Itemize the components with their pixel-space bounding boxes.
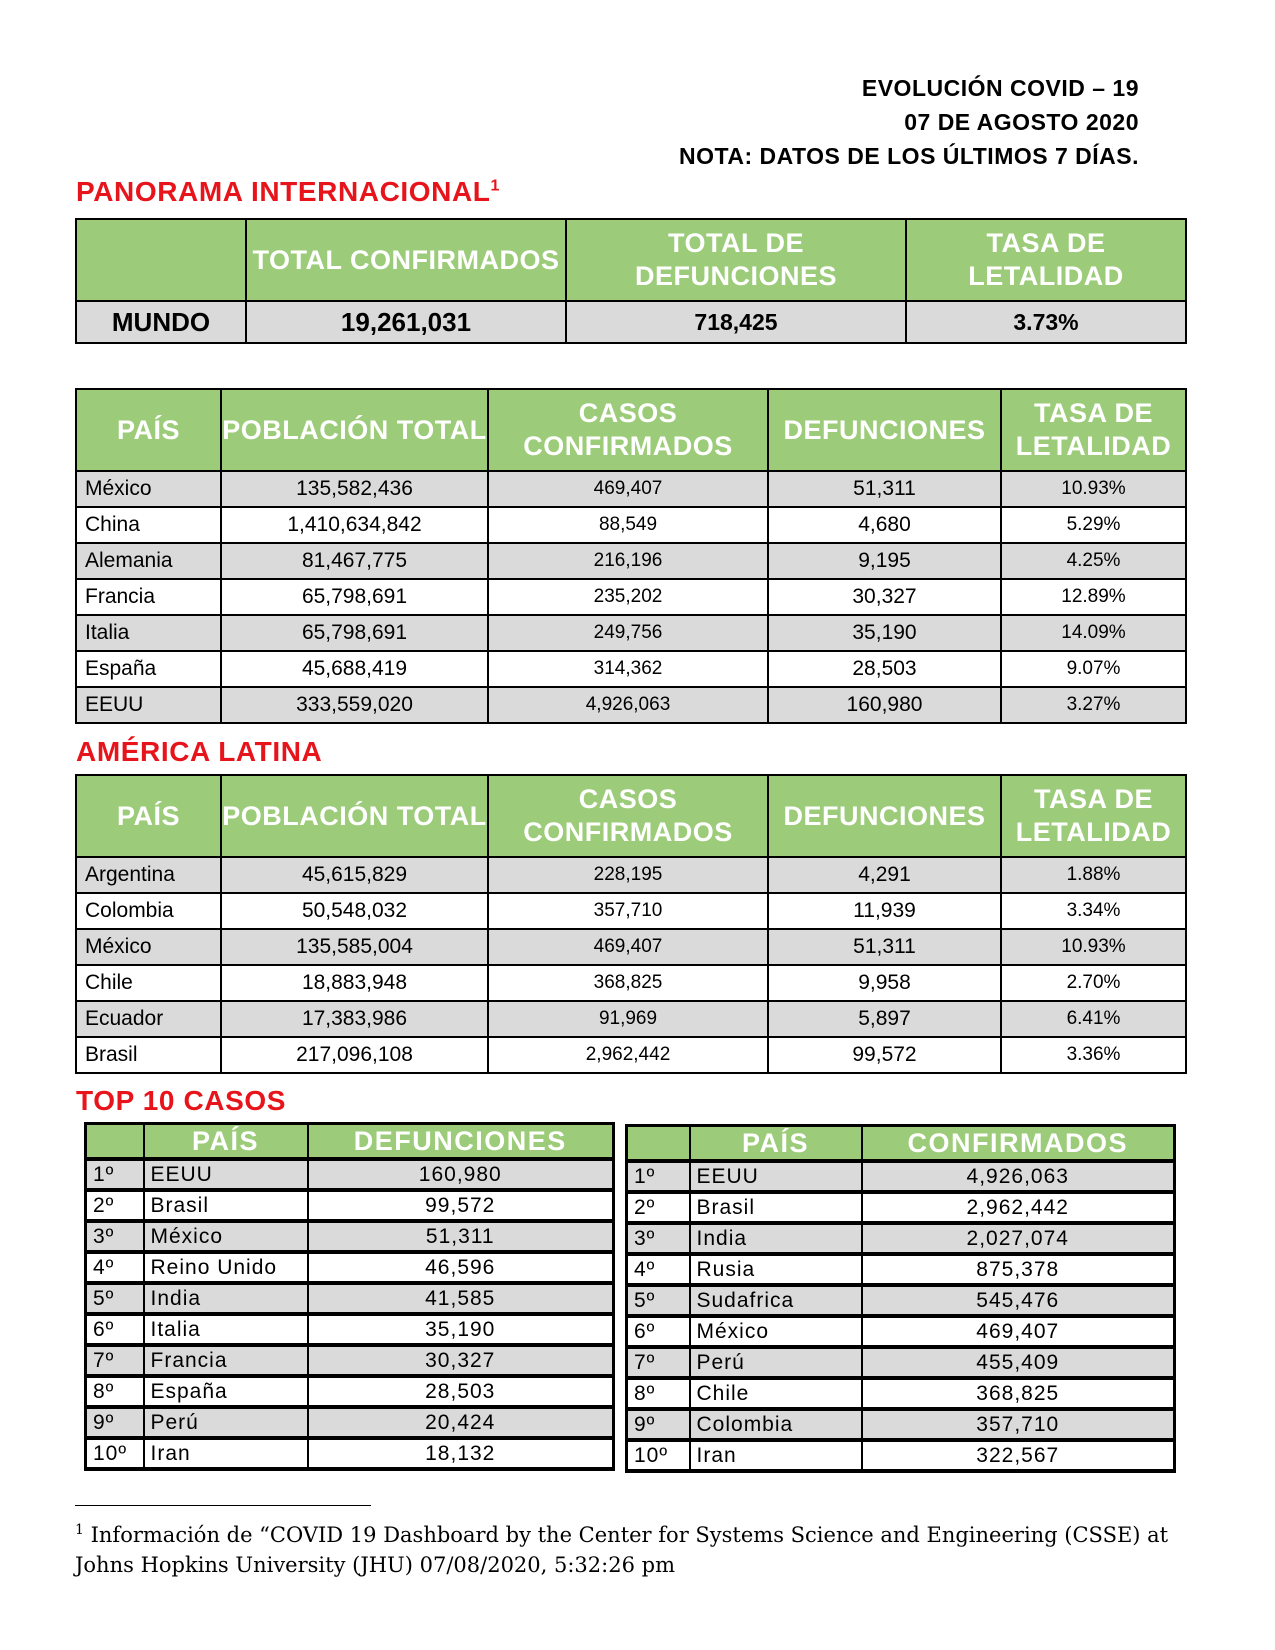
table-row — [76, 929, 1186, 965]
population: 50,548,032 — [221, 893, 488, 929]
country-name: Perú — [690, 1347, 862, 1378]
table-row — [627, 1192, 1175, 1223]
deaths: 9,958 — [768, 965, 1001, 1001]
table-row — [76, 507, 1186, 543]
fatality-rate: 3.34% — [1001, 893, 1186, 929]
world-header-rate: TASA DE LETALIDAD — [906, 219, 1186, 301]
country-name: Sudafrica — [690, 1285, 862, 1316]
top-deaths-header-rank — [86, 1124, 144, 1160]
population: 1,410,634,842 — [221, 507, 488, 543]
world-header-confirmed: TOTAL CONFIRMADOS — [246, 219, 566, 301]
deaths: 5,897 — [768, 1001, 1001, 1037]
table-row — [76, 471, 1186, 507]
country-name: Italia — [144, 1314, 308, 1345]
countries-table — [75, 388, 1187, 724]
countries-header-country: PAÍS — [76, 389, 221, 471]
table-row — [76, 893, 1186, 929]
latam-header-population: POBLACIÓN TOTAL — [221, 775, 488, 857]
latam-header-cases: CASOS CONFIRMADOS — [488, 775, 768, 857]
table-row — [627, 1440, 1175, 1471]
country-name: India — [690, 1223, 862, 1254]
country-name: México — [76, 471, 221, 507]
footnote-separator — [75, 1505, 371, 1506]
deaths: 30,327 — [768, 579, 1001, 615]
country-name: Reino Unido — [144, 1252, 308, 1283]
country-name: Argentina — [76, 857, 221, 893]
value: 545,476 — [862, 1285, 1175, 1316]
deaths: 51,311 — [768, 471, 1001, 507]
fatality-rate: 3.27% — [1001, 687, 1186, 723]
population: 65,798,691 — [221, 615, 488, 651]
deaths: 51,311 — [768, 929, 1001, 965]
table-row — [86, 1159, 614, 1190]
confirmed-cases: 2,962,442 — [488, 1037, 768, 1073]
world-confirmed: 19,261,031 — [246, 301, 566, 343]
country-name: México — [76, 929, 221, 965]
value: 455,409 — [862, 1347, 1175, 1378]
country-name: Brasil — [144, 1190, 308, 1221]
rank: 6º — [86, 1314, 144, 1345]
country-name: España — [76, 651, 221, 687]
top10-confirmed-table — [625, 1124, 1176, 1473]
world-header-empty — [76, 219, 246, 301]
table-row — [76, 1037, 1186, 1073]
table-row — [86, 1407, 614, 1438]
table-row — [627, 1254, 1175, 1285]
deaths: 28,503 — [768, 651, 1001, 687]
countries-header-rate: TASA DE LETALIDAD — [1001, 389, 1186, 471]
country-name: Colombia — [76, 893, 221, 929]
rank: 8º — [627, 1378, 690, 1409]
world-summary-table — [75, 218, 1187, 344]
rank: 3º — [627, 1223, 690, 1254]
table-row — [86, 1283, 614, 1314]
table-row — [86, 1252, 614, 1283]
confirmed-cases: 314,362 — [488, 651, 768, 687]
rank: 7º — [627, 1347, 690, 1378]
population: 18,883,948 — [221, 965, 488, 1001]
table-row — [76, 1001, 1186, 1037]
rank: 2º — [627, 1192, 690, 1223]
rank: 4º — [86, 1252, 144, 1283]
rank: 10º — [627, 1440, 690, 1471]
international-title-text: PANORAMA INTERNACIONAL — [76, 176, 491, 207]
table-row — [86, 1221, 614, 1252]
value: 41,585 — [308, 1283, 614, 1314]
table-row — [76, 579, 1186, 615]
latam-header-deaths: DEFUNCIONES — [768, 775, 1001, 857]
rank: 6º — [627, 1316, 690, 1347]
deaths: 35,190 — [768, 615, 1001, 651]
countries-header-cases: CASOS CONFIRMADOS — [488, 389, 768, 471]
country-name: China — [76, 507, 221, 543]
country-name: EEUU — [76, 687, 221, 723]
rank: 7º — [86, 1345, 144, 1376]
population: 135,585,004 — [221, 929, 488, 965]
fatality-rate: 4.25% — [1001, 543, 1186, 579]
population: 333,559,020 — [221, 687, 488, 723]
table-row — [627, 1316, 1175, 1347]
value: 51,311 — [308, 1221, 614, 1252]
country-name: Alemania — [76, 543, 221, 579]
value: 46,596 — [308, 1252, 614, 1283]
confirmed-cases: 368,825 — [488, 965, 768, 1001]
fatality-rate: 6.41% — [1001, 1001, 1186, 1037]
footnote-ref: 1 — [490, 177, 501, 195]
country-name: Colombia — [690, 1409, 862, 1440]
report-date: 07 DE AGOSTO 2020 — [904, 109, 1139, 135]
rank: 5º — [86, 1283, 144, 1314]
fatality-rate: 2.70% — [1001, 965, 1186, 1001]
deaths: 11,939 — [768, 893, 1001, 929]
fatality-rate: 5.29% — [1001, 507, 1186, 543]
value: 20,424 — [308, 1407, 614, 1438]
latam-title: AMÉRICA LATINA — [76, 736, 323, 767]
country-name: Chile — [690, 1378, 862, 1409]
footnote — [75, 1515, 1185, 1580]
rank: 10º — [86, 1438, 144, 1469]
rank: 2º — [86, 1190, 144, 1221]
rank: 1º — [627, 1161, 690, 1192]
table-row — [76, 615, 1186, 651]
value: 30,327 — [308, 1345, 614, 1376]
table-row — [627, 1285, 1175, 1316]
value: 368,825 — [862, 1378, 1175, 1409]
value: 357,710 — [862, 1409, 1175, 1440]
value: 322,567 — [862, 1440, 1175, 1471]
deaths: 4,291 — [768, 857, 1001, 893]
confirmed-cases: 249,756 — [488, 615, 768, 651]
fatality-rate: 14.09% — [1001, 615, 1186, 651]
value: 2,962,442 — [862, 1192, 1175, 1223]
country-name: Chile — [76, 965, 221, 1001]
confirmed-cases: 216,196 — [488, 543, 768, 579]
latam-header-country: PAÍS — [76, 775, 221, 857]
fatality-rate: 9.07% — [1001, 651, 1186, 687]
population: 81,467,775 — [221, 543, 488, 579]
table-row — [627, 1347, 1175, 1378]
table-row — [627, 1378, 1175, 1409]
deaths: 9,195 — [768, 543, 1001, 579]
report-note: NOTA: DATOS DE LOS ÚLTIMOS 7 DÍAS. — [679, 143, 1139, 169]
population: 135,582,436 — [221, 471, 488, 507]
country-name: México — [690, 1316, 862, 1347]
population: 65,798,691 — [221, 579, 488, 615]
table-row — [627, 1223, 1175, 1254]
country-name: México — [144, 1221, 308, 1252]
confirmed-cases: 469,407 — [488, 471, 768, 507]
rank: 9º — [86, 1407, 144, 1438]
confirmed-cases: 357,710 — [488, 893, 768, 929]
table-row — [76, 965, 1186, 1001]
confirmed-cases: 469,407 — [488, 929, 768, 965]
value: 28,503 — [308, 1376, 614, 1407]
top-confirmed-header-country: PAÍS — [690, 1126, 862, 1162]
value: 99,572 — [308, 1190, 614, 1221]
confirmed-cases: 228,195 — [488, 857, 768, 893]
world-deaths: 718,425 — [566, 301, 906, 343]
deaths: 4,680 — [768, 507, 1001, 543]
table-row — [86, 1438, 614, 1469]
country-name: Ecuador — [76, 1001, 221, 1037]
top-confirmed-header-confirmed: CONFIRMADOS — [862, 1126, 1175, 1162]
confirmed-cases: 235,202 — [488, 579, 768, 615]
table-row — [86, 1190, 614, 1221]
country-name: España — [144, 1376, 308, 1407]
country-name: Rusia — [690, 1254, 862, 1285]
confirmed-cases: 88,549 — [488, 507, 768, 543]
population: 45,688,419 — [221, 651, 488, 687]
rank: 3º — [86, 1221, 144, 1252]
country-name: Francia — [76, 579, 221, 615]
deaths: 160,980 — [768, 687, 1001, 723]
country-name: India — [144, 1283, 308, 1314]
country-name: Brasil — [76, 1037, 221, 1073]
table-row — [76, 543, 1186, 579]
deaths: 99,572 — [768, 1037, 1001, 1073]
latam-header-rate: TASA DE LETALIDAD — [1001, 775, 1186, 857]
country-name: Brasil — [690, 1192, 862, 1223]
top10-deaths-table — [84, 1122, 615, 1471]
fatality-rate: 10.93% — [1001, 929, 1186, 965]
country-name: Italia — [76, 615, 221, 651]
confirmed-cases: 4,926,063 — [488, 687, 768, 723]
table-row — [627, 1409, 1175, 1440]
population: 45,615,829 — [221, 857, 488, 893]
value: 875,378 — [862, 1254, 1175, 1285]
population: 217,096,108 — [221, 1037, 488, 1073]
table-row — [86, 1376, 614, 1407]
table-row — [76, 857, 1186, 893]
value: 2,027,074 — [862, 1223, 1175, 1254]
value: 4,926,063 — [862, 1161, 1175, 1192]
country-name: Perú — [144, 1407, 308, 1438]
world-rate: 3.73% — [906, 301, 1186, 343]
footnote-text: Información de “COVID 19 Dashboard by the Center for Systems Science and Engineering (CSSE) at Johns Hopkins University (JHU) 07/08/2020, 5:32:26 pm — [75, 1523, 1169, 1577]
fatality-rate: 10.93% — [1001, 471, 1186, 507]
rank: 9º — [627, 1409, 690, 1440]
countries-header-deaths: DEFUNCIONES — [768, 389, 1001, 471]
fatality-rate: 3.36% — [1001, 1037, 1186, 1073]
report-title: EVOLUCIÓN COVID – 19 — [861, 75, 1139, 101]
country-name: EEUU — [690, 1161, 862, 1192]
country-name: Iran — [690, 1440, 862, 1471]
international-title — [76, 176, 500, 208]
table-row — [86, 1314, 614, 1345]
table-row — [76, 687, 1186, 723]
fatality-rate: 12.89% — [1001, 579, 1186, 615]
value: 469,407 — [862, 1316, 1175, 1347]
rank: 1º — [86, 1159, 144, 1190]
world-label: MUNDO — [76, 301, 246, 343]
country-name: Iran — [144, 1438, 308, 1469]
countries-header-population: POBLACIÓN TOTAL — [221, 389, 488, 471]
rank: 5º — [627, 1285, 690, 1316]
footnote-number: 1 — [75, 1522, 84, 1538]
table-row — [76, 651, 1186, 687]
fatality-rate: 1.88% — [1001, 857, 1186, 893]
country-name: EEUU — [144, 1159, 308, 1190]
value: 18,132 — [308, 1438, 614, 1469]
rank: 8º — [86, 1376, 144, 1407]
top-confirmed-header-rank — [627, 1126, 690, 1162]
population: 17,383,986 — [221, 1001, 488, 1037]
confirmed-cases: 91,969 — [488, 1001, 768, 1037]
table-row — [86, 1345, 614, 1376]
world-header-deaths: TOTAL DE DEFUNCIONES — [566, 219, 906, 301]
table-row — [627, 1161, 1175, 1192]
top-deaths-header-deaths: DEFUNCIONES — [308, 1124, 614, 1160]
country-name: Francia — [144, 1345, 308, 1376]
value: 160,980 — [308, 1159, 614, 1190]
rank: 4º — [627, 1254, 690, 1285]
latam-table — [75, 774, 1187, 1074]
top10-title: TOP 10 CASOS — [76, 1085, 287, 1116]
value: 35,190 — [308, 1314, 614, 1345]
top-deaths-header-country: PAÍS — [144, 1124, 308, 1160]
